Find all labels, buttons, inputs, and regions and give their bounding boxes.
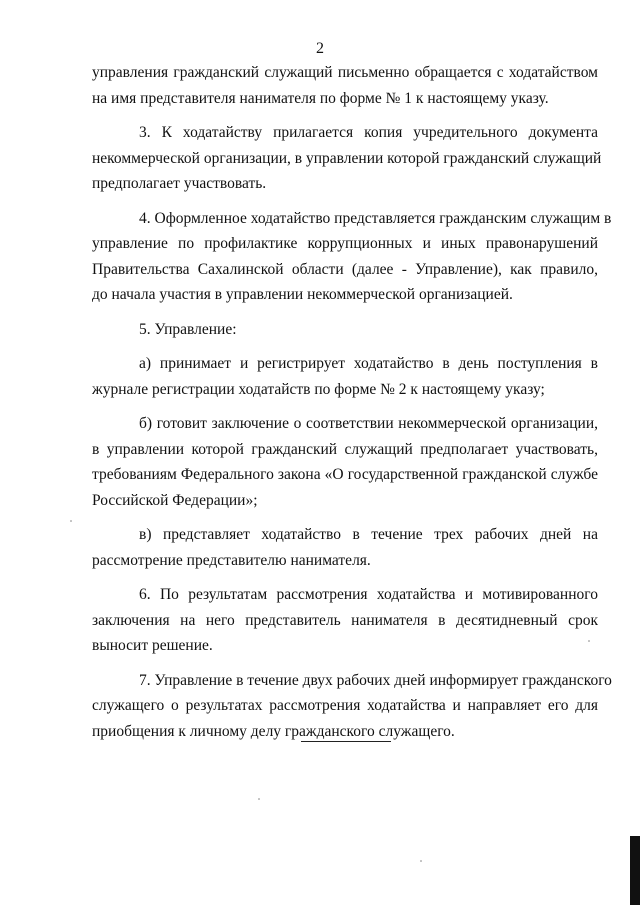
paragraph-line: до начала участия в управлении некоммерческой организацией. <box>92 286 513 303</box>
paragraph <box>92 317 598 343</box>
paragraph-line: некоммерческой организации, в управлении которой гражданский служащий <box>92 149 602 167</box>
paragraph-line: в) представляет ходатайство в течение трех рабочих дней на <box>139 526 598 543</box>
paragraph-line: управление по профилактике коррупционных и иных правонарушений <box>92 235 598 252</box>
scan-speck <box>70 520 72 522</box>
paragraph <box>92 206 612 308</box>
paragraph <box>92 60 598 111</box>
paragraph-line: на имя представителя нанимателя по форме № 1 к настоящему указу. <box>92 89 549 107</box>
paragraph-line: 7. Управление в течение двух рабочих дней информирует гражданского <box>139 671 612 689</box>
paragraph <box>92 522 598 573</box>
paragraph <box>92 411 598 513</box>
paragraph <box>92 668 612 745</box>
paragraph-line: требованиям Федерального закона «О государственной гражданской службе <box>92 466 598 483</box>
scan-edge-mark <box>630 836 640 905</box>
paragraph-line: управления гражданский служащий письменно обращается с ходатайством <box>92 64 598 81</box>
page-number: 2 <box>316 40 324 57</box>
paragraph-line: Правительства Сахалинской области (далее - Управление), как правило, <box>92 260 598 278</box>
paragraph <box>92 120 602 197</box>
paragraph <box>92 582 598 659</box>
paragraph <box>92 351 598 402</box>
paragraph-line: журнале регистрации ходатайств по форме № 2 к настоящему указу; <box>92 380 545 398</box>
paragraph-line: служащего о результатах рассмотрения ходатайства и направляет его для <box>92 697 598 714</box>
paragraph-line: выносит решение. <box>92 637 213 654</box>
paragraph-line: 4. Оформленное ходатайство представляется гражданским служащим в <box>139 209 612 227</box>
paragraph-line: Российской Федерации»; <box>92 491 258 509</box>
paragraph-line: приобщения к личному делу гражданского служащего. <box>92 722 455 740</box>
document-body <box>92 60 612 753</box>
paragraph-line: в управлении которой гражданский служащий предполагает участвовать, <box>92 440 598 458</box>
end-divider <box>301 741 391 742</box>
paragraph-line: а) принимает и регистрирует ходатайство в день поступления в <box>139 355 598 372</box>
paragraph-line: 6. По результатам рассмотрения ходатайства и мотивированного <box>139 586 598 603</box>
paragraph-line: заключения на него представитель нанимателя в десятидневный срок <box>92 611 598 629</box>
scan-speck <box>420 860 422 862</box>
paragraph-line: рассмотрение представителю нанимателя. <box>92 551 371 569</box>
paragraph-line: б) готовит заключение о соответствии некоммерческой организации, <box>139 415 598 432</box>
paragraph-line: 3. К ходатайству прилагается копия учредительного документа <box>139 124 598 141</box>
scan-speck <box>588 640 590 642</box>
scan-speck <box>258 798 260 800</box>
paragraph-line: предполагает участвовать. <box>92 175 267 192</box>
paragraph-line: 5. Управление: <box>139 320 237 338</box>
